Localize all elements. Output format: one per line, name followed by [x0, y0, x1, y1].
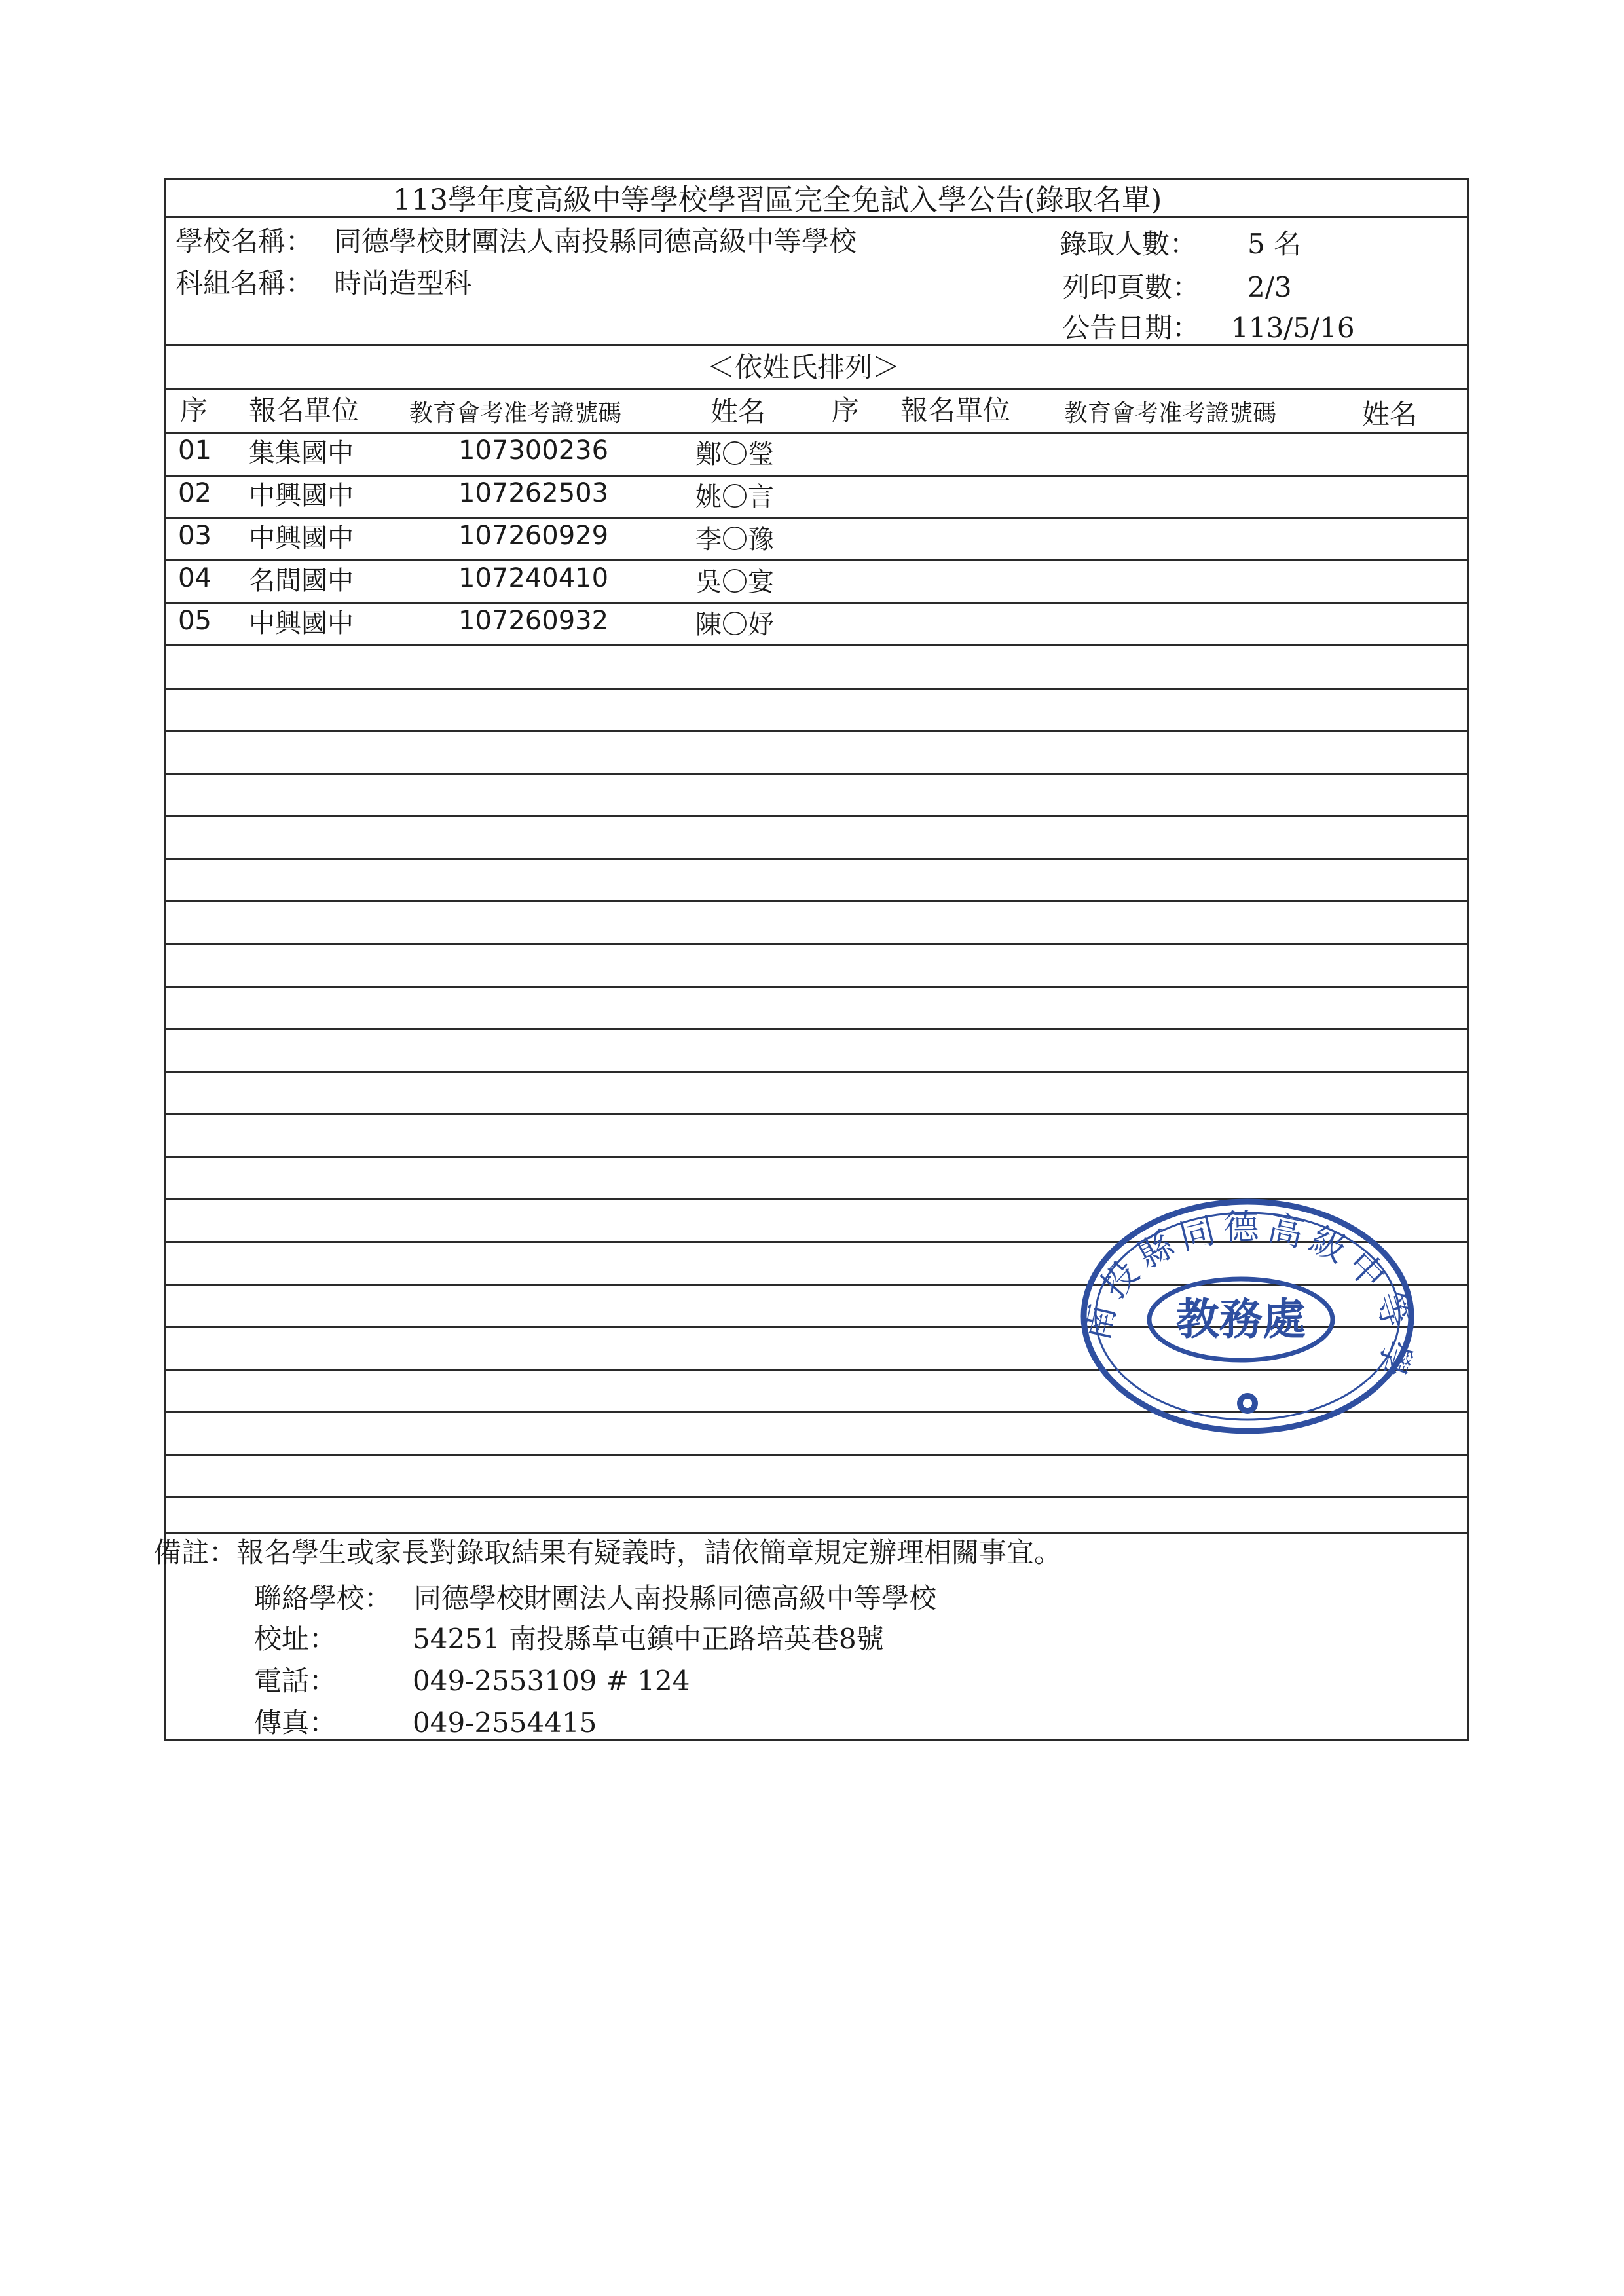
row-seq: 01 — [178, 435, 212, 466]
row-seq: 05 — [178, 606, 212, 636]
official-seal — [1077, 1195, 1418, 1437]
contact-school: 同德學校財團法人南投縣同德高級中等學校 — [414, 1582, 937, 1614]
col-unit-2: 報名單位 — [900, 394, 1011, 426]
col-name-2: 姓名 — [1362, 398, 1418, 430]
address: 54251 南投縣草屯鎮中正路培英巷8號 — [413, 1623, 884, 1655]
admit-count: 5 名 — [1247, 228, 1302, 260]
sort-note: ＜依姓氏排列＞ — [707, 351, 900, 383]
col-seq: 序 — [180, 394, 208, 426]
remark: 備註：報名學生或家長對錄取結果有疑義時，請依簡章規定辦理相關事宜。 — [154, 1536, 1062, 1568]
dept-name: 時尚造型科 — [334, 267, 472, 299]
row-exam-no: 107260932 — [458, 606, 609, 636]
row-seq: 03 — [178, 521, 212, 551]
seal-ring-text: 南投縣同德高級中等學 — [1077, 1206, 1418, 1388]
contact-label: 聯絡學校： — [254, 1582, 392, 1614]
row-exam-no: 107260929 — [458, 521, 609, 551]
row-unit: 名間國中 — [249, 566, 354, 596]
page-value: 2/3 — [1247, 271, 1292, 303]
col-seq-2: 序 — [832, 394, 860, 426]
school-name: 同德學校財團法人南投縣同德高級中等學校 — [334, 225, 857, 257]
fax-label: 傳真： — [254, 1707, 337, 1739]
seal-center-text: 教務處 — [1176, 1293, 1306, 1344]
row-seq: 02 — [178, 478, 212, 508]
row-name: 李〇豫 — [695, 525, 774, 555]
row-seq: 04 — [178, 563, 212, 593]
page-label: 列印頁數： — [1062, 271, 1200, 303]
date-value: 113/5/16 — [1231, 312, 1355, 344]
row-unit: 中興國中 — [249, 523, 354, 553]
phone-label: 電話： — [254, 1665, 337, 1697]
school-label: 學校名稱： — [175, 225, 314, 257]
address-label: 校址： — [254, 1623, 337, 1655]
date-label: 公告日期： — [1062, 312, 1200, 344]
admit-label: 錄取人數： — [1060, 228, 1198, 260]
fax: 049-2554415 — [413, 1707, 597, 1739]
row-name: 姚〇言 — [695, 482, 774, 512]
phone: 049-2553109 # 124 — [413, 1665, 690, 1697]
row-name: 陳〇妤 — [695, 610, 774, 640]
col-exam-no: 教育會考准考證號碼 — [409, 400, 622, 427]
row-exam-no: 107240410 — [458, 563, 609, 593]
row-unit: 中興國中 — [249, 481, 354, 511]
dept-label: 科組名稱： — [175, 267, 314, 299]
row-unit: 中興國中 — [249, 608, 354, 639]
row-exam-no: 107262503 — [458, 478, 609, 508]
col-name: 姓名 — [710, 396, 766, 428]
col-exam-no-2: 教育會考准考證號碼 — [1064, 400, 1277, 427]
row-name: 吳〇宴 — [695, 567, 774, 597]
row-name: 鄭〇瑩 — [695, 439, 774, 470]
row-exam-no: 107300236 — [458, 435, 609, 466]
page-title: 113學年度高級中等學校學習區完全免試入學公告(錄取名單) — [393, 183, 1162, 217]
col-unit: 報名單位 — [249, 394, 360, 426]
seal-stamp-icon — [1077, 1195, 1418, 1437]
row-unit: 集集國中 — [249, 438, 354, 468]
